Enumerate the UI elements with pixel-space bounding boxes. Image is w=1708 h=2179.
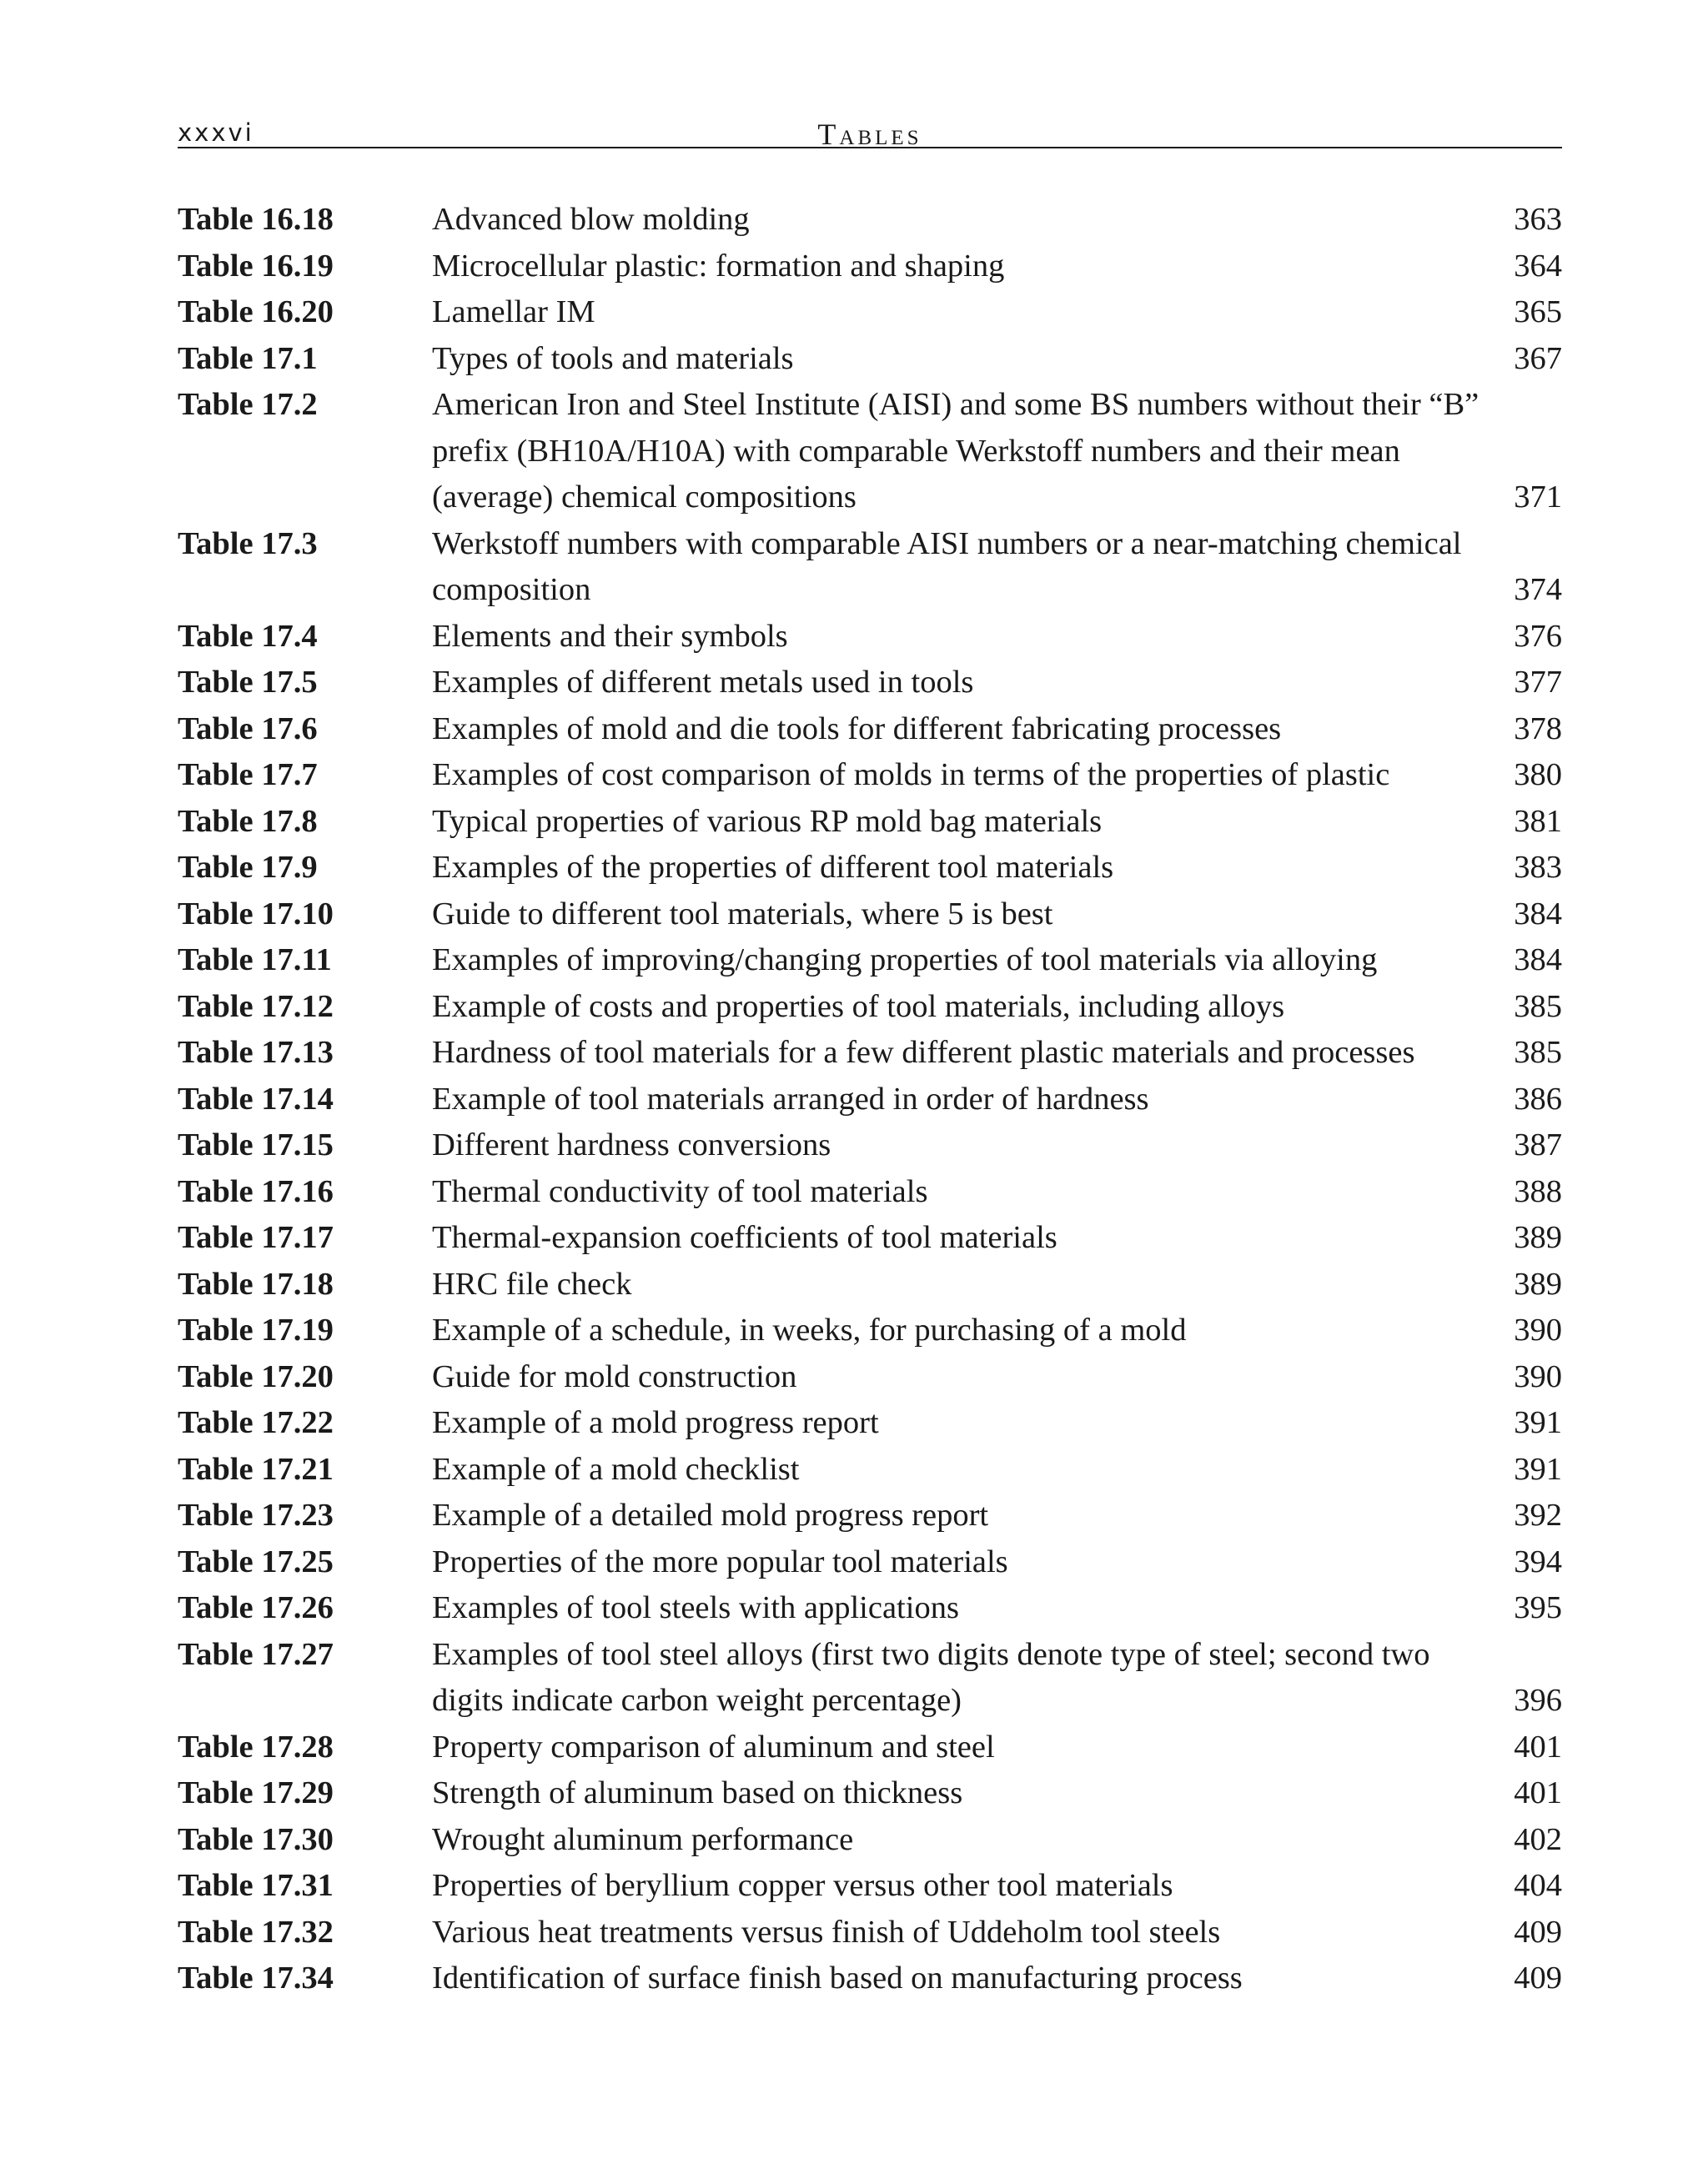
table-number: Table 17.25 — [178, 1544, 334, 1579]
toc-entry — [178, 660, 1562, 706]
table-number: Table 17.21 — [178, 1451, 334, 1487]
table-number: Table 17.32 — [178, 1914, 334, 1950]
table-title: Werkstoff numbers with comparable AISI numbers or a near-matching chemical composition — [432, 525, 1462, 607]
table-title: Guide to different tool materials, where 5 is best — [432, 896, 1053, 931]
table-number: Table 17.26 — [178, 1590, 334, 1625]
toc-entry — [178, 1632, 1562, 1725]
page-number: 386 — [1514, 1081, 1562, 1117]
table-title: Examples of tool steels with applications — [432, 1590, 959, 1625]
table-number: Table 17.11 — [178, 942, 332, 977]
table-title: Example of a mold progress report — [432, 1405, 879, 1440]
table-number: Table 17.18 — [178, 1266, 334, 1302]
table-number: Table 17.16 — [178, 1173, 334, 1209]
toc-entry — [178, 1308, 1562, 1354]
table-number: Table 17.20 — [178, 1358, 334, 1394]
toc-entry — [178, 1725, 1562, 1771]
page-number: 385 — [1514, 1035, 1562, 1070]
toc-entry — [178, 1493, 1562, 1539]
toc-entry — [178, 1770, 1562, 1817]
table-number: Table 17.10 — [178, 896, 334, 931]
table-title: Thermal-expansion coefficients of tool materials — [432, 1220, 1057, 1255]
toc-entry — [178, 1585, 1562, 1632]
table-number: Table 16.20 — [178, 294, 334, 329]
toc-entry — [178, 752, 1562, 799]
table-number: Table 16.19 — [178, 248, 334, 284]
toc-entry — [178, 244, 1562, 290]
page-number: 390 — [1514, 1358, 1562, 1394]
page-folio: xxxvi — [178, 118, 254, 147]
table-title: Property comparison of aluminum and steel — [432, 1729, 995, 1765]
table-title: Thermal conductivity of tool materials — [432, 1173, 928, 1209]
toc-entry — [178, 1122, 1562, 1169]
toc-entry — [178, 1863, 1562, 1910]
table-number: Table 17.3 — [178, 525, 318, 561]
page-number: 376 — [1514, 618, 1562, 654]
page-header — [178, 113, 1562, 151]
toc-entry — [178, 1077, 1562, 1123]
table-number: Table 17.12 — [178, 988, 334, 1024]
table-title: Example of a detailed mold progress report — [432, 1498, 989, 1533]
page-number: 391 — [1514, 1405, 1562, 1440]
page-number: 392 — [1514, 1498, 1562, 1533]
table-number: Table 17.1 — [178, 340, 318, 376]
toc-entry — [178, 1030, 1562, 1077]
table-number: Table 17.6 — [178, 710, 318, 746]
toc-entry — [178, 891, 1562, 938]
toc-entry — [178, 1447, 1562, 1494]
table-title: Examples of cost comparison of molds in terms of the properties of plastic — [432, 757, 1390, 792]
table-number: Table 17.5 — [178, 665, 318, 700]
toc-entry — [178, 1169, 1562, 1216]
page-number: 389 — [1514, 1220, 1562, 1255]
table-title: Examples of improving/changing properties of tool materials via alloying — [432, 942, 1378, 977]
table-title: Microcellular plastic: formation and shaping — [432, 248, 1005, 284]
toc-entry — [178, 614, 1562, 660]
toc-entry — [178, 197, 1562, 244]
table-title: Example of costs and properties of tool materials, including alloys — [432, 988, 1285, 1024]
toc-entry — [178, 845, 1562, 891]
table-number: Table 17.27 — [178, 1636, 334, 1672]
page-number: 404 — [1514, 1868, 1562, 1903]
table-title: Examples of mold and die tools for different fabricating processes — [432, 710, 1282, 746]
table-title: Example of a schedule, in weeks, for purchasing of a mold — [432, 1313, 1187, 1348]
table-number: Table 17.31 — [178, 1868, 334, 1903]
table-number: Table 17.14 — [178, 1081, 334, 1117]
toc-entry — [178, 382, 1562, 521]
page-number: 378 — [1514, 710, 1562, 746]
page-number: 363 — [1514, 202, 1562, 237]
table-title: Guide for mold construction — [432, 1358, 797, 1394]
page-number: 384 — [1514, 942, 1562, 977]
page-number: 401 — [1514, 1775, 1562, 1810]
page-number: 381 — [1514, 803, 1562, 839]
table-number: Table 17.30 — [178, 1821, 334, 1857]
table-number: Table 17.17 — [178, 1220, 334, 1255]
toc-entry — [178, 521, 1562, 614]
table-title: Advanced blow molding — [432, 202, 750, 237]
table-title: Different hardness conversions — [432, 1127, 831, 1162]
table-number: Table 16.18 — [178, 202, 334, 237]
table-number: Table 17.2 — [178, 387, 318, 422]
page-number: 365 — [1514, 294, 1562, 329]
page-number: 384 — [1514, 896, 1562, 931]
running-title: Tables — [817, 118, 922, 151]
table-title: Typical properties of various RP mold bag materials — [432, 803, 1103, 839]
page-number: 367 — [1514, 340, 1562, 376]
table-number: Table 17.22 — [178, 1405, 334, 1440]
table-title: HRC file check — [432, 1266, 632, 1302]
table-number: Table 17.7 — [178, 757, 318, 792]
page-number: 389 — [1514, 1266, 1562, 1302]
page-number: 395 — [1514, 1590, 1562, 1625]
table-title: Examples of different metals used in tools — [432, 665, 974, 700]
table-title: Wrought aluminum performance — [432, 1821, 854, 1857]
table-title: Strength of aluminum based on thickness — [432, 1775, 963, 1810]
toc-entry — [178, 984, 1562, 1031]
toc-entry — [178, 1354, 1562, 1401]
table-number: Table 17.15 — [178, 1127, 334, 1162]
page-number: 383 — [1514, 850, 1562, 885]
table-title: Properties of beryllium copper versus other tool materials — [432, 1868, 1173, 1903]
table-title: Lamellar IM — [432, 294, 595, 329]
page-number: 401 — [1514, 1729, 1562, 1765]
page-number: 371 — [1514, 479, 1562, 515]
toc-entry — [178, 937, 1562, 984]
toc-entry — [178, 1215, 1562, 1262]
table-title: Example of tool materials arranged in order of hardness — [432, 1081, 1149, 1117]
table-number: Table 17.19 — [178, 1313, 334, 1348]
table-title: American Iron and Steel Institute (AISI) and some BS numbers without their “B” prefix (BH10A/H10A) with comparable Werkstoff numbers and their mean (average) chemical compositions — [432, 387, 1479, 515]
table-number: Table 17.28 — [178, 1729, 334, 1765]
table-number: Table 17.29 — [178, 1775, 334, 1810]
table-number: Table 17.23 — [178, 1498, 334, 1533]
page-number: 391 — [1514, 1451, 1562, 1487]
page-number: 409 — [1514, 1961, 1562, 1996]
toc-entry — [178, 799, 1562, 846]
page-number: 385 — [1514, 988, 1562, 1024]
table-title: Examples of tool steel alloys (first two digits denote type of steel; second two digits indicate carbon weight percentage) — [432, 1636, 1430, 1718]
table-number: Table 17.13 — [178, 1035, 334, 1070]
toc-entry — [178, 1400, 1562, 1447]
table-title: Examples of the properties of different tool materials — [432, 850, 1114, 885]
page-number: 387 — [1514, 1127, 1562, 1162]
toc-entry — [178, 1817, 1562, 1864]
page-number: 388 — [1514, 1173, 1562, 1209]
toc-entry — [178, 1262, 1562, 1308]
page-number: 394 — [1514, 1544, 1562, 1579]
table-list — [178, 197, 1562, 2002]
page-number: 364 — [1514, 248, 1562, 284]
toc-entry — [178, 1956, 1562, 2002]
toc-entry — [178, 706, 1562, 753]
table-title: Example of a mold checklist — [432, 1451, 800, 1487]
page-number: 396 — [1514, 1683, 1562, 1718]
table-title: Elements and their symbols — [432, 618, 788, 654]
table-number: Table 17.34 — [178, 1961, 334, 1996]
table-title: Various heat treatments versus finish of Uddeholm tool steels — [432, 1914, 1221, 1950]
page-number: 377 — [1514, 665, 1562, 700]
toc-entry — [178, 1539, 1562, 1586]
page-number: 374 — [1514, 572, 1562, 607]
table-number: Table 17.4 — [178, 618, 318, 654]
page-number: 380 — [1514, 757, 1562, 792]
table-title: Hardness of tool materials for a few different plastic materials and processes — [432, 1035, 1415, 1070]
toc-entry — [178, 289, 1562, 336]
table-title: Properties of the more popular tool materials — [432, 1544, 1008, 1579]
toc-entry — [178, 336, 1562, 383]
table-number: Table 17.8 — [178, 803, 318, 839]
page-number: 402 — [1514, 1821, 1562, 1857]
page-number: 409 — [1514, 1914, 1562, 1950]
table-title: Types of tools and materials — [432, 340, 794, 376]
toc-entry — [178, 1910, 1562, 1956]
table-title: Identification of surface finish based on manufacturing process — [432, 1961, 1243, 1996]
table-number: Table 17.9 — [178, 850, 318, 885]
page-number: 390 — [1514, 1313, 1562, 1348]
header-rule — [178, 147, 1562, 148]
